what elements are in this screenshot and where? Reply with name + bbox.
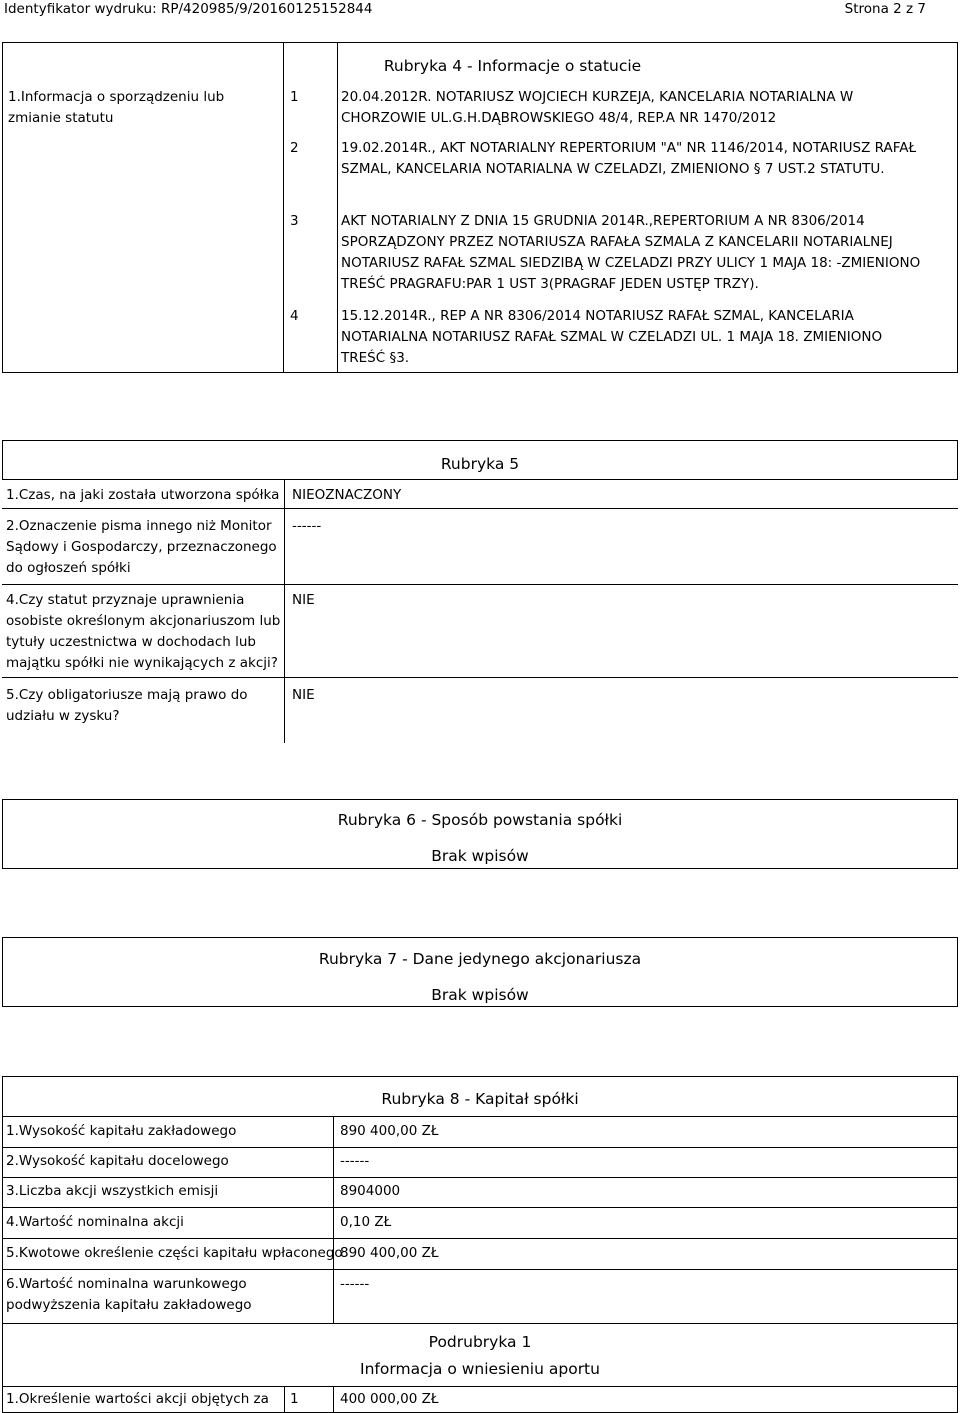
capital-value: 8904000	[340, 1183, 401, 1199]
print-header	[0, 0, 960, 18]
field-label: 4.Czy statut przyznaje uprawnienia osobiste określonym akcjonariuszom lub tytuły uczestnictwa w dochodach lub majątku spółki nie wynikających z akcji?	[6, 592, 281, 671]
divider	[2, 1269, 958, 1270]
entry-number: 4	[290, 308, 299, 324]
divider	[285, 584, 958, 585]
field-value: NIE	[292, 592, 315, 608]
subsection-subtitle: Informacja o wniesieniu aportu	[360, 1360, 600, 1378]
divider	[285, 508, 958, 509]
capital-label: 5.Kwotowe określenie części kapitału wpłaconego	[6, 1245, 343, 1261]
entry-text: 19.02.2014R., AKT NOTARIALNY REPERTORIUM "A" NR 1146/2014, NOTARIUSZ RAFAŁ SZMAL, KANCELARIA NOTARIALNA W CZELADZI, ZMIENIONO § 7 UST.2 STATUTU.	[341, 140, 917, 177]
entry-number: 1	[290, 89, 299, 105]
divider	[2, 508, 285, 509]
rubryka-8-title: Rubryka 8 - Kapitał spółki	[381, 1090, 579, 1108]
divider	[2, 1238, 958, 1239]
print-identifier: Identyfikator wydruku: RP/420985/9/20160125152844	[4, 1, 373, 17]
divider	[284, 480, 285, 743]
divider	[285, 677, 958, 678]
page-number: Strona 2 z 7	[844, 1, 926, 17]
contribution-label: 1.Określenie wartości akcji objętych za	[6, 1391, 269, 1407]
capital-value: 890 400,00 ZŁ	[340, 1245, 439, 1261]
subsection-title: Podrubryka 1	[428, 1333, 532, 1351]
rubryka-5-title: Rubryka 5	[440, 455, 520, 473]
entry-text: 20.04.2012R. NOTARIUSZ WOJCIECH KURZEJA, KANCELARIA NOTARIALNA W CHORZOWIE UL.G.H.DĄBROWSKIEGO 48/4, REP.A NR 1470/2012	[341, 89, 854, 126]
capital-value: ------	[340, 1153, 370, 1169]
capital-value: ------	[340, 1276, 370, 1292]
capital-label: 6.Wartość nominalna warunkowego podwyższenia kapitału zakładowego	[6, 1276, 252, 1313]
divider	[2, 1116, 958, 1117]
capital-label: 2.Wysokość kapitału docelowego	[6, 1153, 229, 1169]
capital-value: 890 400,00 ZŁ	[340, 1123, 439, 1139]
divider	[333, 1386, 334, 1413]
divider	[284, 1386, 285, 1413]
divider	[337, 42, 338, 373]
divider	[2, 1207, 958, 1208]
contribution-number: 1	[290, 1391, 299, 1407]
divider	[2, 1177, 958, 1178]
rubryka-6-title: Rubryka 6 - Sposób powstania spółki	[337, 811, 623, 829]
divider	[283, 42, 284, 373]
field-value: NIEOZNACZONY	[292, 487, 402, 503]
divider	[2, 677, 285, 678]
capital-value: 0,10 ZŁ	[340, 1214, 392, 1230]
rubryka-4-title: Rubryka 4 - Informacje o statucie	[383, 57, 642, 75]
divider	[2, 584, 285, 585]
divider	[2, 1323, 958, 1324]
field-value: NIE	[292, 687, 315, 703]
contribution-value: 400 000,00 ZŁ	[340, 1391, 439, 1407]
entry-number: 3	[290, 213, 299, 229]
capital-label: 1.Wysokość kapitału zakładowego	[6, 1123, 237, 1139]
field-label: 1.Czas, na jaki została utworzona spółka	[6, 487, 280, 503]
statute-label: 1.Informacja o sporządzeniu lub zmianie statutu	[8, 89, 225, 126]
field-value: ------	[292, 518, 322, 534]
field-label: 2.Oznaczenie pisma innego niż Monitor Sądowy i Gospodarczy, przeznaczonego do ogłoszeń spółki	[6, 518, 277, 576]
field-label: 5.Czy obligatoriusze mają prawo do udziału w zysku?	[6, 687, 248, 724]
entry-text: 15.12.2014R., REP A NR 8306/2014 NOTARIUSZ RAFAŁ SZMAL, KANCELARIA NOTARIALNA NOTARIUSZ RAFAŁ SZMAL W CZELADZI UL. 1 MAJA 18. ZMIENIONO TREŚĆ §3.	[341, 308, 883, 366]
no-entries-text: Brak wpisów	[431, 847, 529, 865]
divider	[2, 1386, 958, 1387]
divider	[2, 1147, 958, 1148]
entry-number: 2	[290, 140, 299, 156]
rubryka-7-title: Rubryka 7 - Dane jedynego akcjonariusza	[318, 950, 642, 968]
capital-label: 4.Wartość nominalna akcji	[6, 1214, 184, 1230]
capital-label: 3.Liczba akcji wszystkich emisji	[6, 1183, 219, 1199]
no-entries-text: Brak wpisów	[431, 986, 529, 1004]
entry-text: AKT NOTARIALNY Z DNIA 15 GRUDNIA 2014R.,REPERTORIUM A NR 8306/2014 SPORZĄDZONY PRZEZ NOTARIUSZA RAFAŁA SZMALA Z KANCELARII NOTARIALNEJ NOTARIUSZ RAFAŁ SZMAL SIEDZIBĄ W CZELADZI PRZY ULICY 1 MAJA 18: -ZMIENIONO TREŚĆ PRAGRAFU:PAR 1 UST 3(PRAGRAF JEDEN USTĘP TRZY).	[341, 213, 921, 292]
